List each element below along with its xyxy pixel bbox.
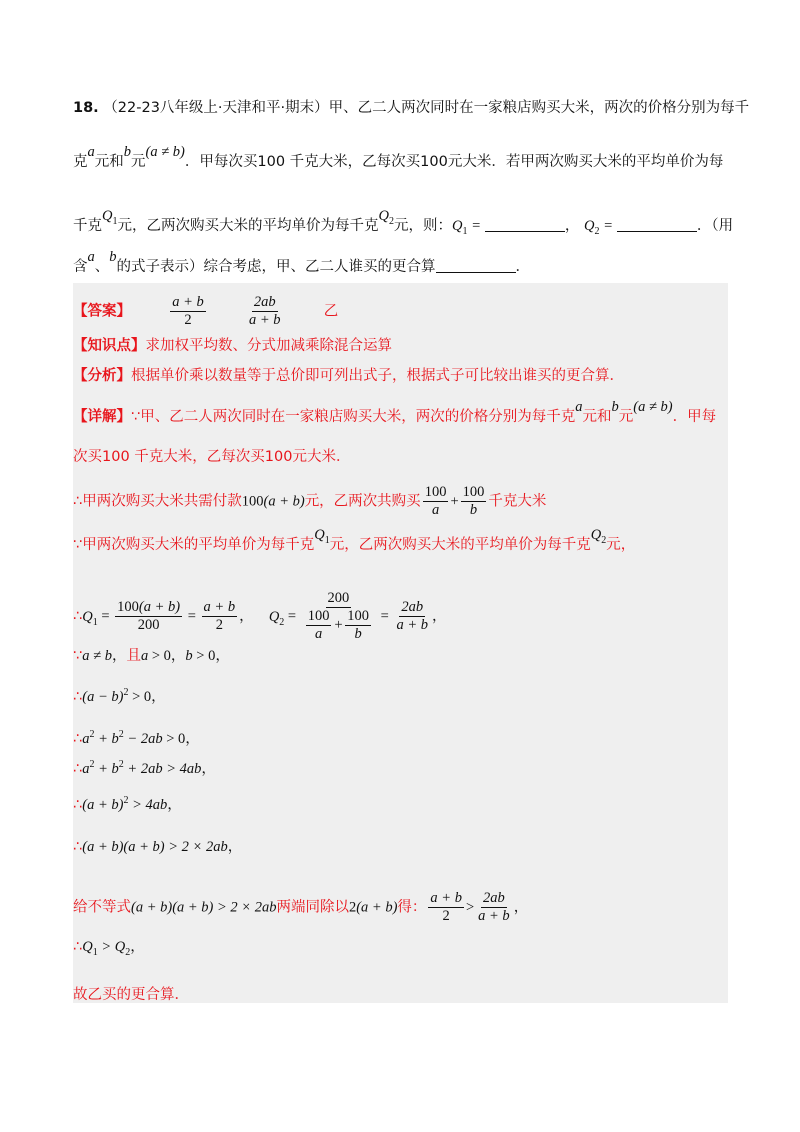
detail-line-6: ∵a ≠ b，且a > 0，b > 0， — [73, 648, 230, 664]
answer-3: 乙 — [323, 303, 339, 320]
blank-2[interactable] — [617, 217, 697, 232]
detail-line-4: ∵甲两次购买大米的平均单价为每千克$Q_1$元，乙两次购买大米的平均单价为每千克$Q_2$元， — [73, 527, 636, 553]
detail-line-5: $\therefore Q_1$ = $\frac{100(a + b)}{200}$ = $\frac{a + b}{2}$ ， $Q_2$ = 200 $\frac{100}{a}$ + $\frac{100}{b}$ = $\frac{2ab}{a + b}$ ， — [73, 590, 447, 642]
detail-line-11: ∴(a + b)(a + b) > 2 × 2ab， — [73, 839, 243, 855]
knowledge-line: 【知识点】求加权平均数、分式加减乘除混合运算 — [73, 338, 392, 354]
question-line-3: 千克$Q_1$元，乙两次购买大米的平均单价为每千克$Q_2$元，则：$Q_1$ = ， $Q_2$ = ．（用 — [73, 208, 734, 237]
detail-line-2: 次买100 千克大米，乙每次买100元大米． — [73, 449, 351, 465]
detail-line-9: $\therefore a^2 + b^2 + 2ab > 4ab$， — [73, 759, 216, 777]
blank-3[interactable] — [436, 258, 516, 273]
detail-line-13: $\therefore Q_1 > Q_2$， — [73, 939, 145, 958]
question-line-4: 含a、b的式子表示）综合考虑，甲、乙二人谁买的更合算 ． — [73, 249, 530, 275]
answer-line: 【答案】 $\frac{a + b}{2}$ $\frac{2ab}{a + b}$ 乙 — [73, 294, 339, 328]
detail-line-1: 【详解】∵甲、乙二人两次同时在一家粮店购买大米，两次的价格分别为每千克a元和b元(a ≠ b)．甲每 — [73, 399, 717, 425]
question-line-1: 18. （22-23八年级上·天津和平·期末）甲、乙二人两次同时在一家粮店购买大米，两次的价格分别为每千 — [73, 100, 750, 116]
analysis-line: 【分析】根据单价乘以数量等于总价即可列出式子，根据式子可比较出谁买的更合算． — [73, 368, 624, 384]
detail-line-10: ∴(a + b)$^2$ > 4ab， — [73, 795, 182, 813]
question-source: （22-23八年级上·天津和平·期末） — [103, 100, 329, 116]
answer-1-fraction: $\frac{a + b}{2}$ — [172, 294, 204, 328]
detail-line-8: $\therefore a^2 + b^2 - 2ab > 0$， — [73, 729, 200, 747]
answer-2-fraction: $\frac{2ab}{a + b}$ — [248, 294, 281, 328]
detail-line-3: ∴甲两次购买大米共需付款100(a + b)元，乙两次共购买 $\frac{100}{a}$ + $\frac{100}{b}$ 千克大米 — [73, 484, 547, 518]
detail-line-12: 给不等式(a + b)(a + b) > 2 × 2ab两端同除以2(a + b)得： $\frac{a + b}{2}$ > $\frac{2ab}{a + b}$ ， — [73, 890, 529, 924]
detail-line-7: ∴(a − b)$^2$ > 0， — [73, 687, 166, 705]
blank-1[interactable] — [485, 217, 565, 232]
conclusion-line: 故乙买的更合算． — [73, 987, 189, 1003]
question-number: 18. — [73, 100, 99, 116]
question-line-2: 克a元和b元(a ≠ b)．甲每次买100 千克大米，乙每次买100元大米．若甲两次购买大米的平均单价为每 — [73, 144, 724, 170]
